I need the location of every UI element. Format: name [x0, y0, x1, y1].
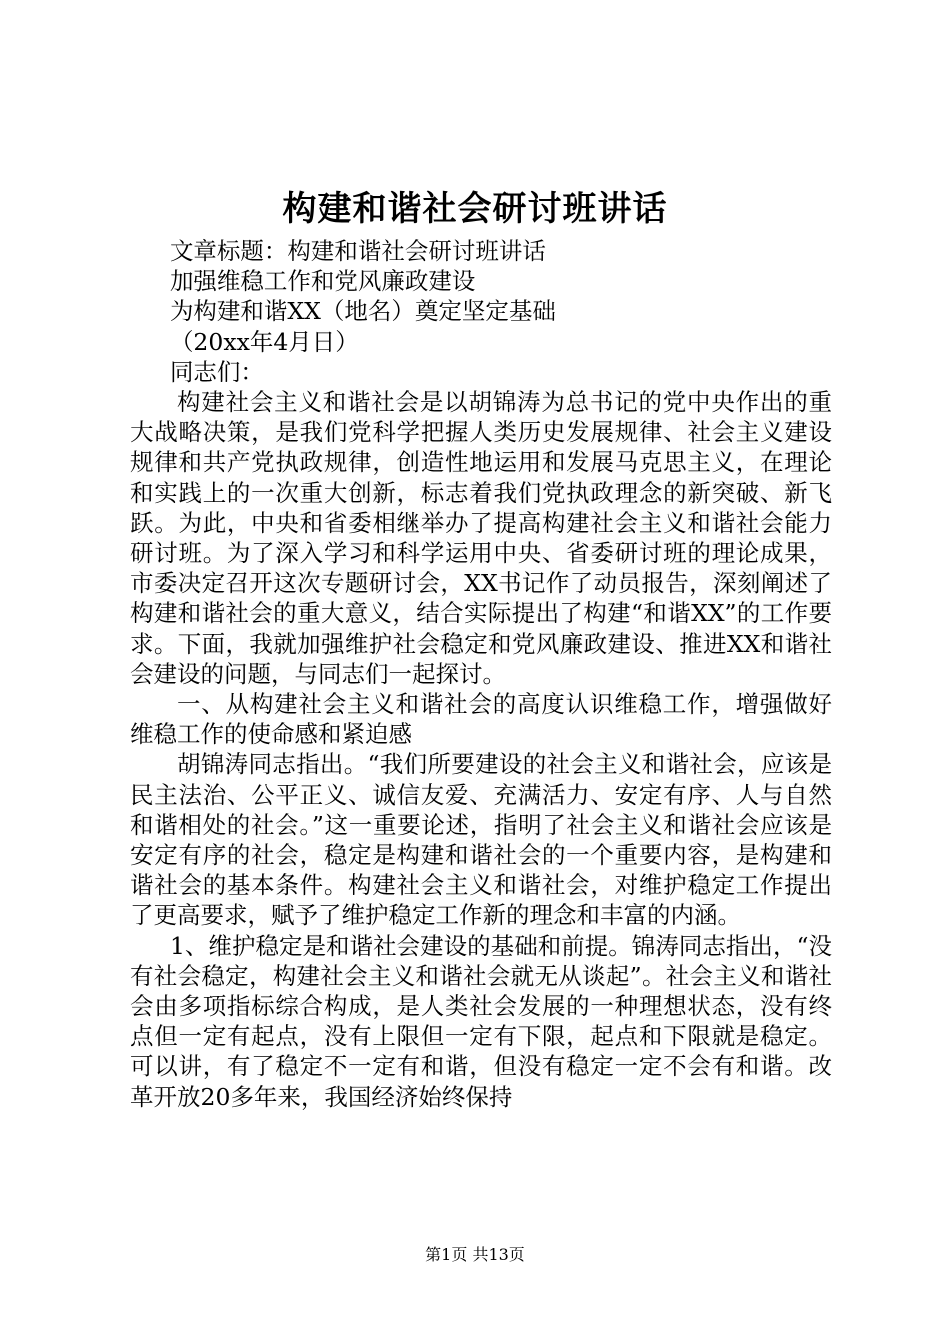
- paragraph-intro: 构建社会主义和谐社会是以胡锦涛为总书记的党中央作出的重大战略决策，是我们党科学把握人类历史发展规律、社会主义建设规律和共产党执政规律，创造性地运用和发展马克思主义，在理论和实践上的一次重大创新，标志着我们党执政理念的新突破、新飞跃。为此，中央和省委相继举办了提高构建社会主义和谐社会能力研讨班。为了深入学习和科学运用中央、省委研讨班的理论成果，市委决定召开这次专题研讨会，XX书记作了动员报告，深刻阐述了构建和谐社会的重大意义，结合实际提出了构建“和谐XX”的工作要求。下面，我就加强维护社会稳定和党风廉政建设、推进XX和谐社会建设的问题，与同志们一起探讨。: [130, 388, 832, 688]
- paragraph-quote: 胡锦涛同志指出。“我们所要建设的社会主义和谐社会，应该是民主法治、公平正义、诚信友爱、充满活力、安定有序、人与自然和谐相处的社会。”这一重要论述，指明了社会主义和谐社会应该是安定有序的社会，稳定是构建和谐社会的一个重要内容，是构建和谐社会的基本条件。构建社会主义和谐社会，对维护稳定工作提出了更高要求，赋予了维护稳定工作新的理念和丰富的内涵。: [130, 750, 832, 930]
- header-line-date: （20xx年4月日）: [169, 327, 359, 356]
- paragraph-section-heading: 一、从构建社会主义和谐社会的高度认识维稳工作，增强做好维稳工作的使命感和紧迫感: [130, 690, 832, 749]
- header-line-subtitle-1: 加强维稳工作和党风廉政建设: [169, 267, 476, 296]
- header-line-subtitle-2: 为构建和谐XX（地名）奠定坚定基础: [169, 297, 556, 326]
- header-line-article-title: 文章标题：构建和谐社会研讨班讲话: [169, 237, 546, 265]
- document-body: [130, 236, 832, 1112]
- document-title: 构建和谐社会研讨班讲话: [282, 189, 668, 229]
- paragraph-point-1: 1、维护稳定是和谐社会建设的基础和前提。锦涛同志指出，“没有社会稳定，构建社会主义和谐社会就无从谈起”。社会主义和谐社会由多项指标综合构成，是人类社会发展的一种理想状态，没有终点但一定有起点，没有上限但一定有下限，起点和下限就是稳定。可以讲，有了稳定不一定有和谐，但没有稳定一定不会有和谐。改革开放20多年来，我国经济始终保持: [130, 931, 832, 1111]
- page-number-footer: 第1页 共13页: [425, 1245, 525, 1264]
- header-line-salutation: 同志们：: [169, 357, 264, 386]
